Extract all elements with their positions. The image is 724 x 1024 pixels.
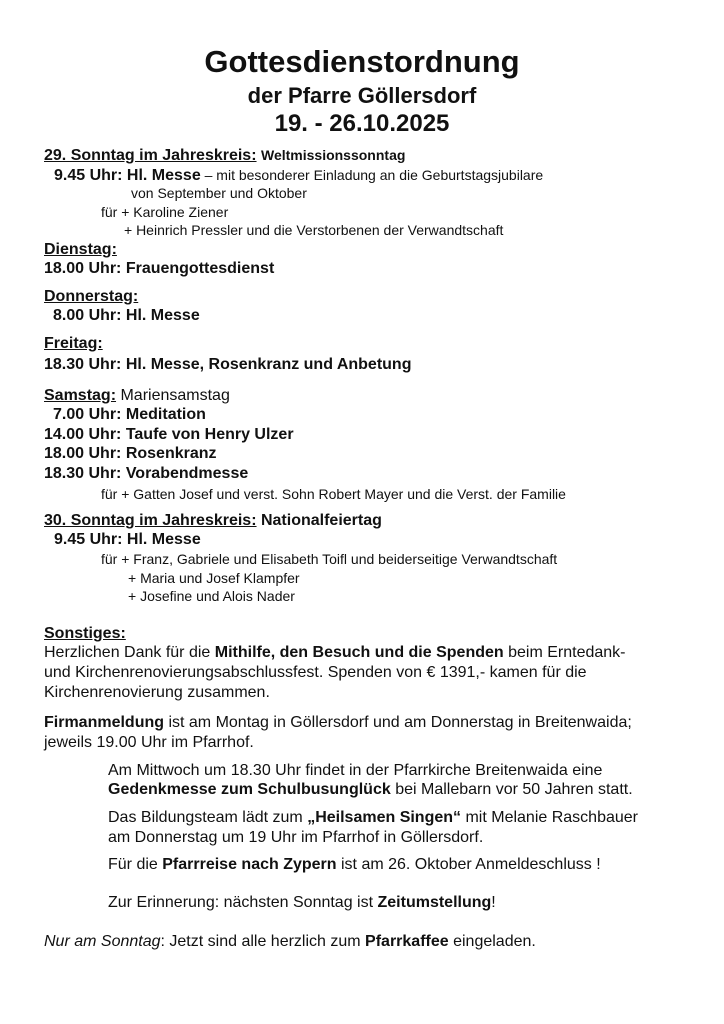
saturday-intention: für + Gatten Josef und verst. Sohn Robert Mayer und die Verst. der Familie [101,486,566,502]
misc-thanks-line3: Kirchenrenovierung zusammen. [44,684,270,701]
date-range: 19. - 26.10.2025 [274,110,450,137]
coffee-line [44,933,536,951]
singing-highlight: „Heilsamen Singen“ [307,809,462,826]
saturday-heading: Samstag: [44,387,117,404]
thanks-highlight: Mithilfe, den Besuch und die Spenden [214,644,504,661]
sunday30-heading: 30. Sonntag im Jahreskreis: [44,512,257,529]
sunday29-desc: – mit besonderer Einladung an die Geburtstagsjubilare [200,167,544,183]
sunday29-heading-line [44,146,405,165]
sunday29-heading: 29. Sonntag im Jahreskreis: [44,147,257,164]
sunday29-desc2: von September und Oktober [131,185,307,201]
saturday-heading-line [44,387,230,405]
sunday29-intention1: für + Karoline Ziener [101,204,229,220]
page-title: Gottesdienstordnung [204,44,520,79]
tuesday-heading: Dienstag: [44,241,117,258]
coffee-highlight: Pfarrkaffee [365,933,449,950]
misc-thanks-line1 [44,644,626,662]
sunday29-intention2: + Heinrich Pressler und die Verstorbenen der Verwandtschaft [124,222,504,238]
tuesday-event: 18.00 Uhr: Frauengottesdienst [44,260,275,277]
sunday30-intention3: + Josefine und Alois Nader [128,588,295,604]
saturday-subheading: Mariensamstag [116,387,230,404]
thursday-heading: Donnerstag: [44,288,139,305]
thanks-text: beim Erntedank- [503,644,626,661]
coffee-italic: Nur am Sonntag [44,933,161,950]
trip-line [108,856,601,874]
saturday-event: 14.00 Uhr: Taufe von Henry Ulzer [44,426,294,443]
reminder-line [108,894,496,912]
reminder-text: ! [491,894,496,911]
saturday-event: 18.00 Uhr: Rosenkranz [44,445,217,462]
firm-line2: jeweils 19.00 Uhr im Pfarrhof. [44,734,254,751]
reminder-highlight: Zeitumstellung [377,894,492,911]
sunday30-subheading: Nationalfeiertag [256,512,382,529]
thursday-event: 8.00 Uhr: Hl. Messe [53,307,200,324]
coffee-text: : Jetzt sind alle herzlich zum [160,933,366,950]
singing-text: mit Melanie Raschbauer [461,809,638,826]
sunday30-intention1: für + Franz, Gabriele und Elisabeth Toifl und beiderseitige Verwandtschaft [101,551,558,567]
sunday30-intention2: + Maria und Josef Klampfer [128,570,300,586]
saturday-event: 7.00 Uhr: Meditation [53,406,206,423]
sunday29-time: 9.45 Uhr: Hl. Messe [54,167,201,184]
coffee-text: eingeladen. [448,933,536,950]
firm-text: ist am Montag in Göllersdorf und am Donnerstag in Breitenwaida; [164,714,632,731]
reminder-text: Zur Erinnerung: nächsten Sonntag ist [108,894,378,911]
firm-highlight: Firmanmeldung [44,714,165,731]
misc-heading: Sonstiges: [44,625,126,642]
firm-line1 [44,714,632,732]
sunday30-time: 9.45 Uhr: Hl. Messe [54,531,201,548]
saturday-event: 18.30 Uhr: Vorabendmesse [44,465,249,482]
singing-text: Das Bildungsteam lädt zum [108,809,308,826]
trip-highlight: Pfarrreise nach Zypern [162,856,337,873]
memorial-line2 [108,781,633,799]
friday-event: 18.30 Uhr: Hl. Messe, Rosenkranz und Anbetung [44,356,412,373]
singing-line2: am Donnerstag um 19 Uhr im Pfarrhof in Göllersdorf. [108,829,484,846]
sunday30-heading-line [44,512,382,530]
friday-heading: Freitag: [44,335,103,352]
thanks-text: Herzlichen Dank für die [44,644,215,661]
memorial-highlight: Gedenkmesse zum Schulbusunglück [108,781,391,798]
misc-thanks-line2: und Kirchenrenovierungsabschlussfest. Spenden von € 1391,- kamen für die [44,664,587,681]
memorial-line1: Am Mittwoch um 18.30 Uhr findet in der Pfarrkirche Breitenwaida eine [108,762,603,779]
sunday29-mass-line [54,166,543,185]
singing-line1 [108,809,638,827]
sunday29-subheading: Weltmissionssonntag [260,147,406,163]
trip-text: ist am 26. Oktober Anmeldeschluss ! [336,856,601,873]
trip-text: Für die [108,856,163,873]
memorial-text: bei Mallebarn vor 50 Jahren statt. [390,781,633,798]
page-subtitle: der Pfarre Göllersdorf [247,83,477,108]
